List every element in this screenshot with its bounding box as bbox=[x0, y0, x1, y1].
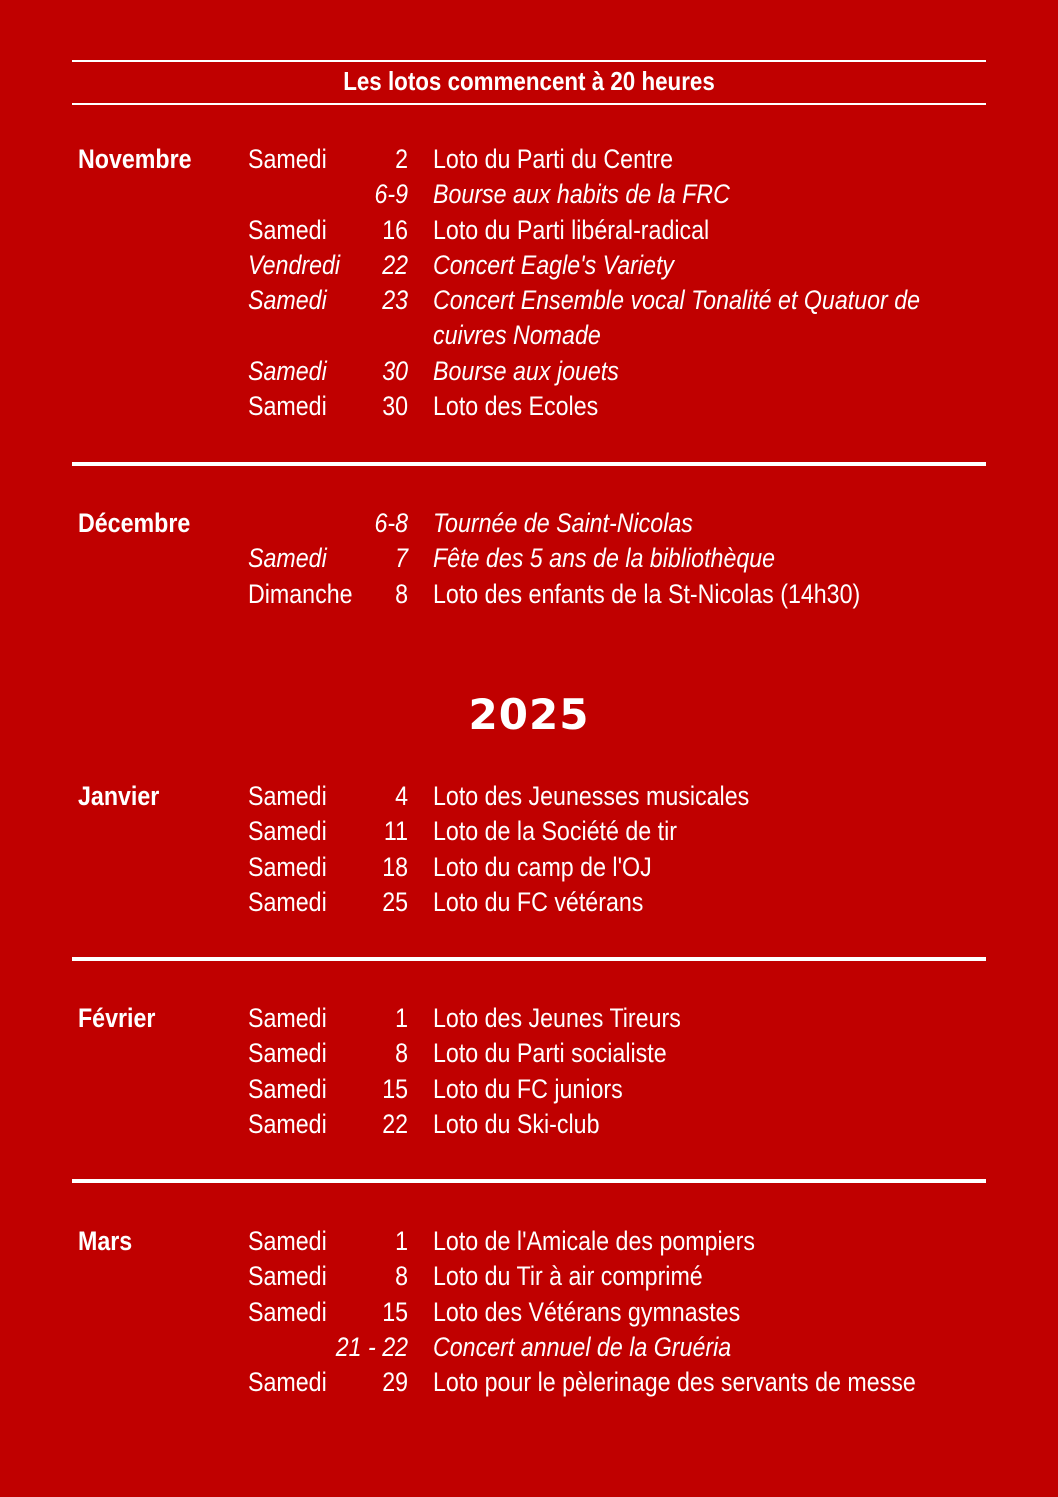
event-date: 1 bbox=[395, 1003, 408, 1033]
event-date: 22 bbox=[382, 249, 408, 280]
event-title: Bourse aux habits de la FRC bbox=[433, 179, 730, 210]
event-title: Loto du FC juniors bbox=[433, 1073, 623, 1104]
event-day: Samedi bbox=[248, 851, 327, 882]
event-title: Loto du Tir à air comprimé bbox=[433, 1261, 703, 1292]
event-title: Loto de l'Amicale des pompiers bbox=[433, 1226, 755, 1256]
event-title: Loto des enfants de la St-Nicolas (14h30) bbox=[433, 578, 861, 609]
event-date: 1 bbox=[395, 1226, 408, 1256]
event-row bbox=[0, 248, 1058, 283]
event-row bbox=[0, 283, 1058, 354]
event-date: 6-9 bbox=[374, 179, 408, 210]
event-date: 25 bbox=[382, 886, 408, 917]
event-title: Fête des 5 ans de la bibliothèque bbox=[433, 543, 776, 574]
event-date: 30 bbox=[382, 391, 408, 422]
event-day: Samedi bbox=[248, 886, 327, 917]
event-date: 8 bbox=[395, 1261, 408, 1292]
event-title: Loto du Parti libéral-radical bbox=[433, 214, 710, 245]
event-date: 18 bbox=[382, 851, 408, 882]
event-day: Samedi bbox=[248, 285, 327, 316]
event-date: 6-8 bbox=[374, 508, 408, 538]
year-heading: 2025 bbox=[468, 690, 590, 739]
event-row bbox=[0, 541, 1058, 576]
event-day: Samedi bbox=[248, 1296, 327, 1327]
event-row bbox=[0, 213, 1058, 248]
event-title: Concert Eagle's Variety bbox=[433, 249, 675, 280]
event-title: Loto du camp de l'OJ bbox=[433, 851, 652, 882]
event-date: 21 - 22 bbox=[335, 1331, 408, 1362]
event-title: Loto du Parti du Centre bbox=[433, 144, 674, 174]
event-row bbox=[0, 1330, 1058, 1365]
event-title: Bourse aux jouets bbox=[433, 355, 619, 386]
event-date: 23 bbox=[382, 285, 408, 316]
event-day: Samedi bbox=[248, 1261, 327, 1292]
event-row bbox=[0, 577, 1058, 612]
event-row bbox=[0, 1365, 1058, 1400]
event-list bbox=[0, 142, 1058, 424]
event-day: Vendredi bbox=[248, 249, 341, 280]
month-name: Décembre bbox=[78, 508, 191, 538]
month-name: Novembre bbox=[78, 144, 192, 174]
event-title: Loto des Jeunesses musicales bbox=[433, 781, 750, 811]
event-day: Samedi bbox=[248, 781, 327, 811]
event-row bbox=[0, 885, 1058, 920]
event-day: Dimanche bbox=[248, 578, 353, 609]
month-name: Janvier bbox=[78, 781, 160, 811]
event-date: 22 bbox=[382, 1108, 408, 1139]
start-time-note: Les lotos commencent à 20 heures bbox=[343, 66, 715, 96]
event-list bbox=[0, 779, 1058, 920]
event-date: 8 bbox=[395, 578, 408, 609]
month-name: Février bbox=[78, 1003, 156, 1033]
event-title: Loto des Jeunes Tireurs bbox=[433, 1003, 681, 1033]
event-title: Loto des Vétérans gymnastes bbox=[433, 1296, 741, 1327]
event-title: Loto des Ecoles bbox=[433, 391, 599, 422]
event-day: Samedi bbox=[248, 1003, 327, 1033]
event-row bbox=[0, 354, 1058, 389]
event-row bbox=[0, 142, 1058, 177]
event-date: 2 bbox=[395, 144, 408, 174]
header-top-rule bbox=[72, 60, 986, 62]
event-date: 11 bbox=[383, 816, 408, 847]
event-date: 16 bbox=[382, 214, 408, 245]
event-date: 15 bbox=[382, 1296, 408, 1327]
event-day: Samedi bbox=[248, 391, 327, 422]
event-title: Concert Ensemble vocal Tonalité et Quatuor de cuivres Nomade bbox=[433, 285, 921, 351]
event-title: Loto du Parti socialiste bbox=[433, 1038, 667, 1069]
event-list bbox=[0, 506, 1058, 612]
event-day: Samedi bbox=[248, 1073, 327, 1104]
event-row bbox=[0, 850, 1058, 885]
event-list bbox=[0, 1224, 1058, 1400]
event-list bbox=[0, 1001, 1058, 1142]
section-divider bbox=[72, 462, 986, 466]
event-row bbox=[0, 814, 1058, 849]
event-date: 4 bbox=[395, 781, 408, 811]
event-date: 7 bbox=[395, 543, 408, 574]
event-row bbox=[0, 389, 1058, 424]
event-title: Loto du Ski-club bbox=[433, 1108, 600, 1139]
section-divider bbox=[72, 1179, 986, 1183]
event-day: Samedi bbox=[248, 1226, 327, 1256]
event-row bbox=[0, 1072, 1058, 1107]
month-name: Mars bbox=[78, 1226, 133, 1256]
event-day: Samedi bbox=[248, 144, 327, 174]
event-row bbox=[0, 506, 1058, 541]
event-row bbox=[0, 1224, 1058, 1259]
event-row bbox=[0, 1001, 1058, 1036]
event-date: 8 bbox=[395, 1038, 408, 1069]
event-date: 15 bbox=[382, 1073, 408, 1104]
event-title: Loto du FC vétérans bbox=[433, 886, 644, 917]
event-day: Samedi bbox=[248, 816, 327, 847]
event-day: Samedi bbox=[248, 355, 327, 386]
event-title: Tournée de Saint-Nicolas bbox=[433, 508, 693, 538]
event-date: 29 bbox=[382, 1367, 408, 1398]
section-divider bbox=[72, 957, 986, 961]
header-bottom-rule bbox=[72, 103, 986, 105]
event-date: 30 bbox=[382, 355, 408, 386]
event-day: Samedi bbox=[248, 1367, 327, 1398]
event-row bbox=[0, 1259, 1058, 1294]
event-row bbox=[0, 1295, 1058, 1330]
event-row bbox=[0, 1107, 1058, 1142]
event-row bbox=[0, 779, 1058, 814]
event-title: Loto de la Société de tir bbox=[433, 816, 677, 847]
event-row bbox=[0, 1036, 1058, 1071]
event-day: Samedi bbox=[248, 214, 327, 245]
event-day: Samedi bbox=[248, 1038, 327, 1069]
event-title: Loto pour le pèlerinage des servants de messe bbox=[433, 1367, 916, 1398]
event-day: Samedi bbox=[248, 1108, 327, 1139]
event-day: Samedi bbox=[248, 543, 327, 574]
event-row bbox=[0, 177, 1058, 212]
event-title: Concert annuel de la Gruéria bbox=[433, 1331, 732, 1362]
